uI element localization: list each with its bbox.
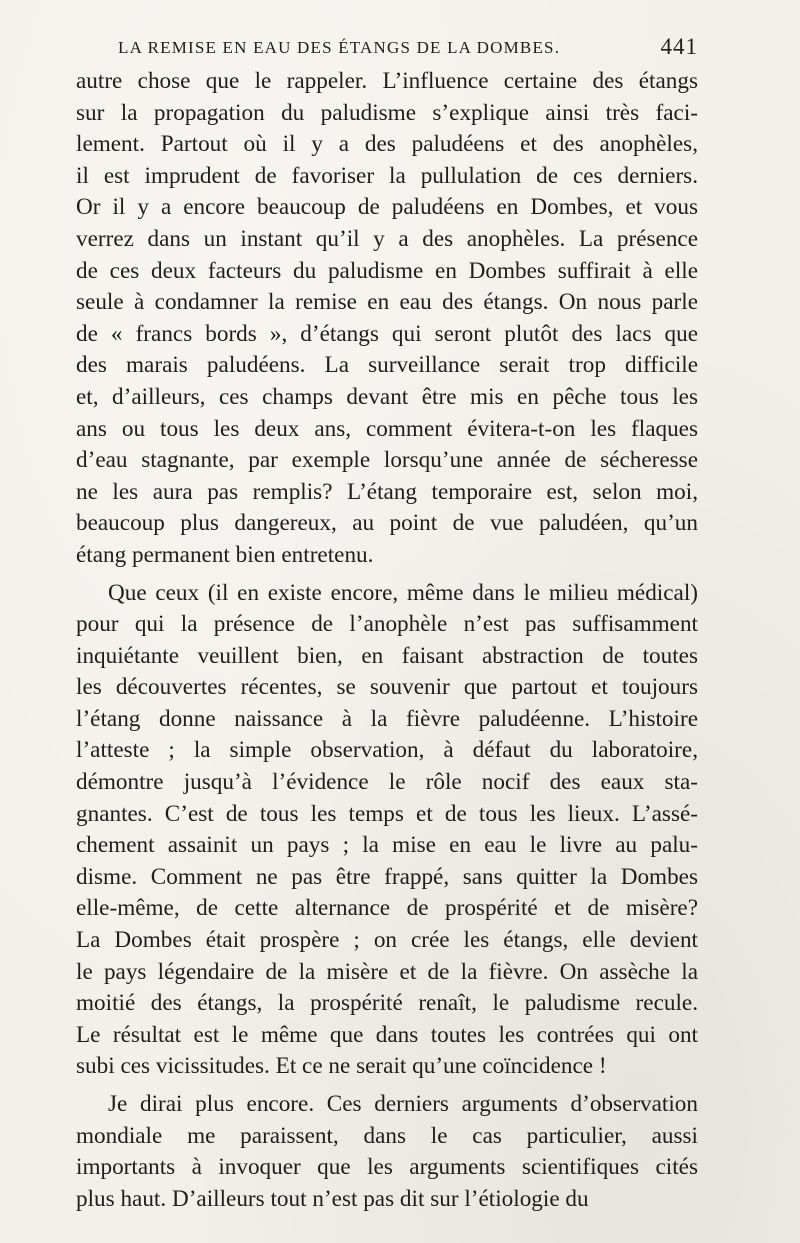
text-line: subi ces vicissitudes. Et ce ne serait qu’une coïncidence !: [76, 1053, 607, 1080]
text-line: Je dirai plus encore. Ces derniers arguments d’observation: [108, 1091, 698, 1117]
body-text: [76, 66, 698, 1215]
page-number: 441: [660, 34, 698, 59]
text-line: de ces deux facteurs du paludisme en Dombes suffirait à elle: [76, 257, 698, 284]
text-line: elle-même, de cette alternance de prospérité et de misère?: [76, 895, 698, 922]
text-line: démontre jusqu’à l’évidence le rôle nocif des eaux sta-: [76, 769, 698, 796]
text-line: autre chose que le rappeler. L’influence certaine des étangs: [76, 68, 698, 94]
paragraph: [76, 578, 698, 1084]
paragraph: [76, 66, 698, 572]
text-line: d’eau stagnante, par exemple lorsqu’une année de sécheresse: [76, 447, 698, 474]
text-line: Le résultat est le même que dans toutes les contrées qui ont: [76, 1021, 698, 1048]
running-title: LA REMISE EN EAU DES ÉTANGS DE LA DOMBES.: [118, 38, 561, 57]
text-line: pour qui la présence de l’anophèle n’est pas suffisamment: [76, 611, 698, 638]
text-line: disme. Comment ne pas être frappé, sans quitter la Dombes: [76, 863, 698, 890]
text-line: moitié des étangs, la prospérité renaît, le paludisme recule.: [76, 990, 698, 1017]
text-line: des marais paludéens. La surveillance serait trop difficile: [76, 352, 698, 379]
text-line: inquiétante veuillent bien, en faisant abstraction de toutes: [76, 642, 698, 669]
text-line: étang permanent bien entretenu.: [76, 541, 374, 568]
page-header: [118, 36, 698, 66]
text-line: beaucoup plus dangereux, au point de vue paludéen, qu’un: [76, 510, 698, 537]
text-line: gnantes. C’est de tous les temps et de tous les lieux. L’assé-: [76, 800, 698, 827]
text-line: ne les aura pas remplis? L’étang temporaire est, selon moi,: [76, 478, 698, 505]
text-line: de « francs bords », d’étangs qui seront plutôt des lacs que: [76, 320, 698, 347]
text-line: et, d’ailleurs, ces champs devant être mis en pêche tous les: [76, 383, 698, 410]
text-line: La Dombes était prospère ; on crée les étangs, elle devient: [76, 927, 698, 954]
text-line: chement assainit un pays ; la mise en eau le livre au palu-: [76, 832, 698, 859]
text-line: importants à invoquer que les arguments scientifiques cités: [76, 1154, 698, 1181]
text-line: verrez dans un instant qu’il y a des anophèles. La présence: [76, 225, 698, 252]
text-line: l’atteste ; la simple observation, à défaut du laboratoire,: [76, 737, 698, 764]
text-line: l’étang donne naissance à la fièvre paludéenne. L’histoire: [76, 705, 698, 732]
text-line: Que ceux (il en existe encore, même dans le milieu médical): [108, 579, 698, 606]
text-line: seule à condamner la remise en eau des étangs. On nous parle: [76, 289, 698, 316]
text-line: le pays légendaire de la misère et de la fièvre. On assèche la: [76, 958, 698, 985]
text-line: il est imprudent de favoriser la pullulation de ces derniers.: [76, 162, 698, 189]
text-line: plus haut. D’ailleurs tout n’est pas dit sur l’étiologie du: [76, 1185, 589, 1212]
text-line: Or il y a encore beaucoup de paludéens en Dombes, et vous: [76, 194, 698, 221]
text-line: mondiale me paraissent, dans le cas particulier, aussi: [76, 1122, 698, 1149]
text-line: les découvertes récentes, se souvenir que partout et toujours: [76, 674, 698, 701]
text-line: sur la propagation du paludisme s’explique ainsi très faci-: [76, 99, 698, 126]
text-line: ans ou tous les deux ans, comment évitera-t-on les flaques: [76, 415, 698, 442]
text-line: lement. Partout où il y a des paludéens et des anophèles,: [76, 131, 698, 158]
paragraph: [76, 1089, 698, 1215]
